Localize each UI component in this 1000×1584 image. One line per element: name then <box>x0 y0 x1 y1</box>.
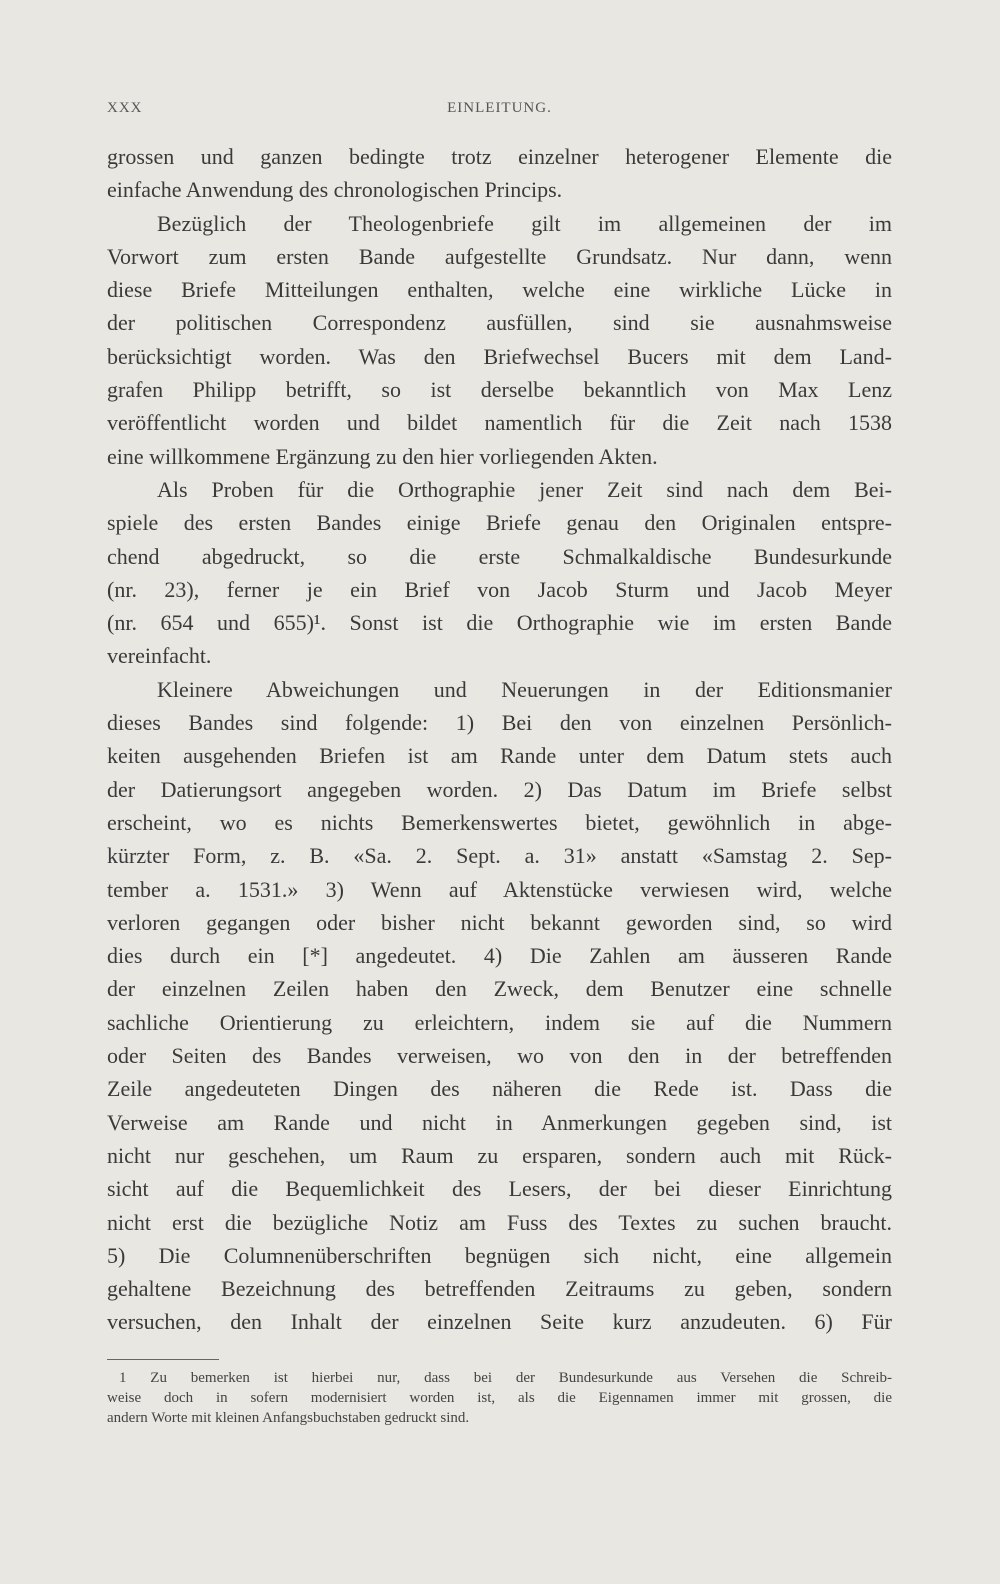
text-line: gehaltene Bezeichnung des betreffenden Zeitraums zu geben, sondern <box>107 1276 892 1302</box>
text-line: dies durch ein [*] angedeutet. 4) Die Zahlen am äusseren Rande <box>107 943 892 969</box>
body-text <box>107 140 892 1339</box>
text-line: der Datierungsort angegeben worden. 2) Das Datum im Briefe selbst <box>107 776 892 802</box>
text-line: einfache Anwendung des chronologischen Princips. <box>107 177 563 203</box>
text-line: nicht erst die bezügliche Notiz am Fuss des Textes zu suchen braucht. <box>107 1209 892 1235</box>
text-line: Vorwort zum ersten Bande aufgestellte Grundsatz. Nur dann, wenn <box>107 243 892 269</box>
text-line: sicht auf die Bequemlichkeit des Lesers, der bei dieser Einrichtung <box>107 1176 892 1202</box>
text-line: veröffentlicht worden und bildet namentlich für die Zeit nach 1538 <box>107 410 892 436</box>
text-line: sachliche Orientierung zu erleichtern, indem sie auf die Nummern <box>107 1009 892 1035</box>
text-line: der politischen Correspondenz ausfüllen, sind sie ausnahmsweise <box>107 310 892 336</box>
text-line: Verweise am Rande und nicht in Anmerkungen gegeben sind, ist <box>107 1109 892 1135</box>
text-line: kürzter Form, z. B. «Sa. 2. Sept. a. 31» anstatt «Samstag 2. Sep- <box>107 843 892 869</box>
text-line: keiten ausgehenden Briefen ist am Rande unter dem Datum stets auch <box>107 743 892 769</box>
footnotes <box>107 1368 892 1428</box>
running-head-title: EINLEITUNG. <box>447 100 552 116</box>
footnote-line: andern Worte mit kleinen Anfangsbuchstaben gedruckt sind. <box>107 1410 470 1426</box>
text-line: der einzelnen Zeilen haben den Zweck, dem Benutzer eine schnelle <box>107 976 892 1002</box>
footnote-divider <box>107 1359 219 1360</box>
text-line: Zeile angedeuteten Dingen des näheren die Rede ist. Dass die <box>107 1076 892 1102</box>
text-line: dieses Bandes sind folgende: 1) Bei den von einzelnen Persönlich- <box>107 710 892 736</box>
text-line: erscheint, wo es nichts Bemerkenswertes bietet, gewöhnlich in abge- <box>107 809 892 835</box>
text-line: tember a. 1531.» 3) Wenn auf Aktenstücke verwiesen wird, welche <box>107 876 892 902</box>
text-line: grafen Philipp betrifft, so ist derselbe bekanntlich von Max Lenz <box>107 377 892 403</box>
text-line: 5) Die Columnenüberschriften begnügen sich nicht, eine allgemein <box>107 1242 892 1268</box>
footnote-line: weise doch in sofern modernisiert worden ist, als die Eigennamen immer mit grossen, die <box>107 1390 892 1406</box>
text-line: berücksichtigt worden. Was den Briefwechsel Bucers mit dem Land- <box>107 343 892 369</box>
footnote-line: 1 Zu bemerken ist hierbei nur, dass bei der Bundesurkunde aus Versehen die Schreib- <box>119 1370 892 1386</box>
text-line: verloren gegangen oder bisher nicht bekannt geworden sind, so wird <box>107 909 892 935</box>
text-line: Als Proben für die Orthographie jener Zeit sind nach dem Bei- <box>157 476 892 502</box>
text-line: spiele des ersten Bandes einige Briefe genau den Originalen entspre- <box>107 510 892 536</box>
running-head <box>107 100 892 124</box>
text-line: versuchen, den Inhalt der einzelnen Seite kurz anzudeuten. 6) Für <box>107 1309 892 1335</box>
text-line: oder Seiten des Bandes verweisen, wo von den in der betreffenden <box>107 1043 892 1069</box>
text-line: grossen und ganzen bedingte trotz einzelner heterogener Elemente die <box>107 144 892 169</box>
text-line: Bezüglich der Theologenbriefe gilt im allgemeinen der im <box>157 210 892 236</box>
page-number: XXX <box>107 100 143 116</box>
text-line: eine willkommene Ergänzung zu den hier vorliegenden Akten. <box>107 443 658 469</box>
text-line: nicht nur geschehen, um Raum zu ersparen, sondern auch mit Rück- <box>107 1142 892 1168</box>
text-line: (nr. 23), ferner je ein Brief von Jacob Sturm und Jacob Meyer <box>107 576 892 602</box>
text-line: (nr. 654 und 655)¹. Sonst ist die Orthographie wie im ersten Bande <box>107 610 892 636</box>
text-line: vereinfacht. <box>107 643 212 669</box>
text-line: chend abgedruckt, so die erste Schmalkaldische Bundesurkunde <box>107 543 892 569</box>
text-line: Kleinere Abweichungen und Neuerungen in der Editionsmanier <box>157 676 892 702</box>
text-line: diese Briefe Mitteilungen enthalten, welche eine wirkliche Lücke in <box>107 277 892 303</box>
